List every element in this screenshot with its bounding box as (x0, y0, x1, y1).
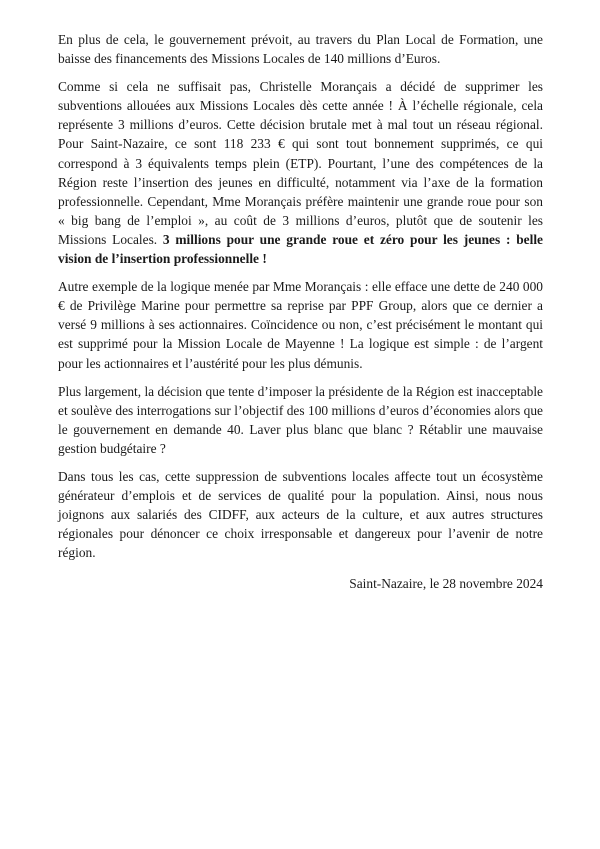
paragraph-text: Plus largement, la décision que tente d’imposer la présidente de la Région est inacceptable et soulève des interrogations sur l’objectif des 100 millions d’euros d’économies alors que le gouvernement en demande 40. Laver plus blanc que blanc ? Rétablir une mauvaise gestion budgétaire ? (58, 383, 543, 456)
paragraph-text: En plus de cela, le gouvernement prévoit, au travers du Plan Local de Formation, une baisse des financements des Missions Locales de 140 millions d’Euros. (58, 32, 543, 67)
paragraph-text: Comme si cela ne suffisait pas, Christelle Morançais a décidé de supprimer les subventions allouées aux Missions Locales dès cette année ! À l’échelle régionale, cela représente 3 millions d’euros. Cette décision brutale met à mal tout un réseau régional. Pour Saint-Nazaire, ce sont 118 233 € qui sont tout bonnement supprimés, ce qui correspond à 3 équivalents temps plein (ETP). Pourtant, l’une des compétences de la Région reste l’insertion des jeunes en difficulté, notamment via l’axe de la formation professionnelle. Cependant, Mme Morançais préfère maintenir une grande roue pour son « big bang de l’emploi », au coût de 3 millions d’euros, plutôt que de soutenir les Missions Locales. (58, 79, 543, 247)
paragraph-conclusion (58, 467, 543, 562)
document-body (58, 30, 543, 603)
paragraph-text: Dans tous les cas, cette suppression de subventions locales affecte tout un écosystème générateur d’emplois et de services de qualité pour la population. Ainsi, nous nous joignons aux salariés des CIDFF, aux acteurs de la culture, et aux autres structures régionales pour dénoncer ce choix irresponsable et dangereux pour l’avenir de notre région. (58, 468, 543, 561)
paragraph-broader-decision (58, 382, 543, 458)
signature-place-date: Saint-Nazaire, le 28 novembre 2024 (349, 576, 543, 592)
paragraph-other-example (58, 277, 543, 372)
paragraph-funding-cut (58, 30, 543, 68)
paragraph-text: Autre exemple de la logique menée par Mme Morançais : elle efface une dette de 240 000 € de Privilège Marine pour permettre sa reprise par PPF Group, alors que ce dernier a versé 9 millions à ses actionnaires. Coïncidence ou non, c’est précisément le montant qui est supprimé pour la Mission Locale de Mayenne ! La logique est simple : de l’argent pour les actionnaires et l’austérité pour les plus démunis. (58, 279, 543, 371)
paragraph-subsidies-removed (58, 77, 543, 268)
paragraph-bold-conclusion: 3 millions pour une grande roue et zéro pour les jeunes : belle vision de l’insertion professionnelle ! (58, 231, 543, 267)
